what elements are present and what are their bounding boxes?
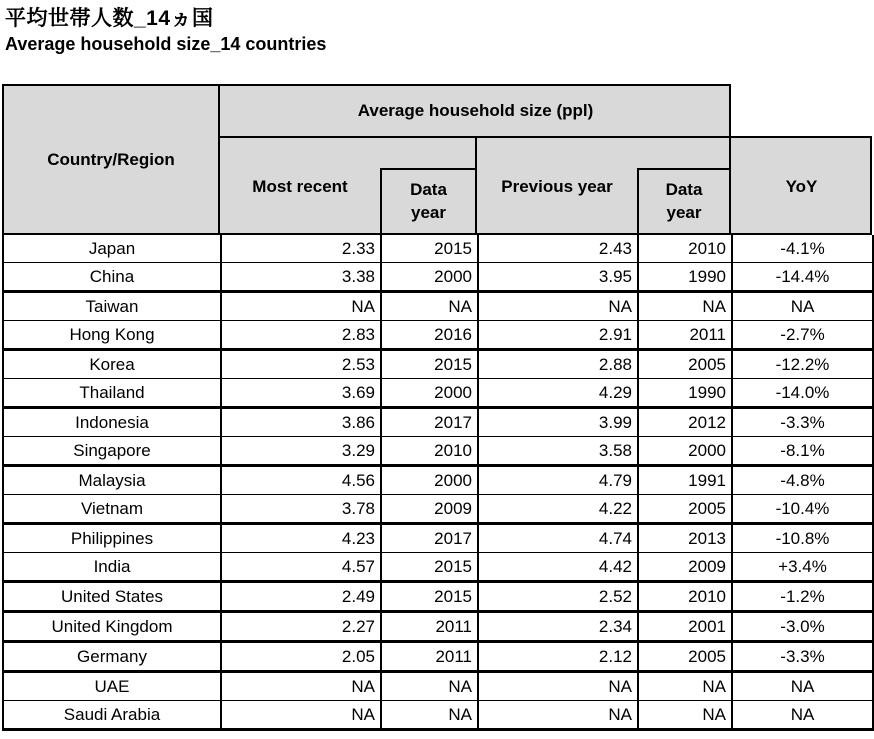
cell-most-recent: 2.53 <box>221 350 381 379</box>
cell-yoy: -4.1% <box>732 235 873 263</box>
cell-yoy: NA <box>732 701 873 730</box>
table-row <box>3 495 873 524</box>
header-country-region: Country/Region <box>2 84 220 235</box>
cell-previous-year: 2.52 <box>478 582 638 612</box>
grid-line <box>2 84 4 235</box>
cell-data-year: 2010 <box>381 437 478 466</box>
table-body-grid <box>2 235 874 731</box>
grid-line <box>218 136 872 138</box>
cell-previous-year: 4.22 <box>478 495 638 524</box>
cell-country: Germany <box>3 642 221 672</box>
table-row <box>3 701 873 730</box>
table-row <box>3 408 873 437</box>
cell-most-recent: 3.69 <box>221 379 381 408</box>
grid-line <box>2 84 731 86</box>
cell-yoy: -10.4% <box>732 495 873 524</box>
cell-previous-year: 2.34 <box>478 612 638 642</box>
table-row <box>3 350 873 379</box>
cell-data-year: NA <box>381 701 478 730</box>
cell-country: Japan <box>3 235 221 263</box>
header-yoy: YoY <box>731 138 872 235</box>
cell-data-year: NA <box>381 292 478 321</box>
cell-country: Philippines <box>3 524 221 553</box>
cell-most-recent: 4.56 <box>221 466 381 495</box>
header-previous-year: Previous year <box>501 176 613 196</box>
cell-previous-data-year: NA <box>638 701 732 730</box>
cell-previous-data-year: 2010 <box>638 235 732 263</box>
cell-yoy: -14.4% <box>732 263 873 292</box>
cell-previous-year: 4.29 <box>478 379 638 408</box>
cell-previous-year: NA <box>478 292 638 321</box>
cell-country: Malaysia <box>3 466 221 495</box>
cell-country: Taiwan <box>3 292 221 321</box>
header-data-year-1 <box>380 168 477 235</box>
table-row <box>3 263 873 292</box>
grid-line <box>870 136 872 235</box>
cell-previous-data-year: 1990 <box>638 379 732 408</box>
cell-yoy: -4.8% <box>732 466 873 495</box>
cell-yoy: -3.3% <box>732 408 873 437</box>
header-data-year-1-label: Data year <box>410 179 447 222</box>
cell-country: Korea <box>3 350 221 379</box>
cell-most-recent: 4.23 <box>221 524 381 553</box>
cell-data-year: 2009 <box>381 495 478 524</box>
table-row <box>3 292 873 321</box>
table-header <box>2 84 872 235</box>
cell-previous-year: NA <box>478 672 638 701</box>
page-title-english: Average household size_14 countries <box>5 34 327 54</box>
cell-previous-data-year: 2005 <box>638 350 732 379</box>
table-row <box>3 642 873 672</box>
cell-most-recent: 2.83 <box>221 321 381 350</box>
cell-country: United Kingdom <box>3 612 221 642</box>
cell-data-year: 2011 <box>381 612 478 642</box>
cell-previous-data-year: 2005 <box>638 495 732 524</box>
cell-data-year: 2015 <box>381 553 478 582</box>
header-data-year-2 <box>637 168 731 235</box>
table-row <box>3 524 873 553</box>
cell-most-recent: 3.38 <box>221 263 381 292</box>
cell-data-year: 2015 <box>381 582 478 612</box>
cell-previous-year: 4.79 <box>478 466 638 495</box>
cell-country: Singapore <box>3 437 221 466</box>
cell-data-year: 2017 <box>381 524 478 553</box>
table-row <box>3 582 873 612</box>
cell-previous-year: 4.74 <box>478 524 638 553</box>
cell-previous-data-year: 1991 <box>638 466 732 495</box>
cell-most-recent: NA <box>221 701 381 730</box>
cell-most-recent: 2.49 <box>221 582 381 612</box>
cell-country: China <box>3 263 221 292</box>
cell-previous-year: 2.88 <box>478 350 638 379</box>
cell-previous-year: NA <box>478 701 638 730</box>
cell-yoy: -10.8% <box>732 524 873 553</box>
table-row <box>3 612 873 642</box>
table-row <box>3 321 873 350</box>
cell-data-year: 2016 <box>381 321 478 350</box>
cell-previous-data-year: 1990 <box>638 263 732 292</box>
header-data-year-2-label: Data year <box>665 179 703 222</box>
grid-line <box>2 233 872 235</box>
cell-most-recent: 3.78 <box>221 495 381 524</box>
cell-yoy: NA <box>732 292 873 321</box>
cell-yoy: -3.3% <box>732 642 873 672</box>
cell-most-recent: 2.27 <box>221 612 381 642</box>
cell-yoy: -3.0% <box>732 612 873 642</box>
cell-previous-data-year: 2010 <box>638 582 732 612</box>
cell-previous-year: 2.12 <box>478 642 638 672</box>
table-row <box>3 672 873 701</box>
cell-most-recent: 2.33 <box>221 235 381 263</box>
cell-previous-data-year: 2011 <box>638 321 732 350</box>
table-row <box>3 466 873 495</box>
cell-country: UAE <box>3 672 221 701</box>
cell-yoy: -12.2% <box>732 350 873 379</box>
table-body <box>3 235 873 730</box>
cell-previous-year: 2.43 <box>478 235 638 263</box>
cell-country: Vietnam <box>3 495 221 524</box>
table-row <box>3 553 873 582</box>
cell-most-recent: 2.05 <box>221 642 381 672</box>
cell-data-year: 2015 <box>381 350 478 379</box>
grid-line <box>729 84 731 235</box>
household-size-table <box>2 84 872 731</box>
cell-previous-data-year: 2001 <box>638 612 732 642</box>
cell-yoy: -8.1% <box>732 437 873 466</box>
cell-previous-data-year: 2009 <box>638 553 732 582</box>
cell-most-recent: 3.29 <box>221 437 381 466</box>
cell-data-year: 2011 <box>381 642 478 672</box>
cell-previous-year: 4.42 <box>478 553 638 582</box>
grid-line <box>218 84 220 235</box>
header-average-household-size: Average household size (ppl) <box>220 84 731 138</box>
table-row <box>3 235 873 263</box>
cell-previous-year: 3.99 <box>478 408 638 437</box>
cell-country: Saudi Arabia <box>3 701 221 730</box>
cell-yoy: NA <box>732 672 873 701</box>
grid-line <box>475 136 477 235</box>
cell-most-recent: NA <box>221 672 381 701</box>
cell-data-year: 2000 <box>381 379 478 408</box>
table-row <box>3 379 873 408</box>
cell-country: Hong Kong <box>3 321 221 350</box>
table-row <box>3 437 873 466</box>
cell-country: Thailand <box>3 379 221 408</box>
cell-previous-data-year: 2000 <box>638 437 732 466</box>
cell-previous-year: 3.95 <box>478 263 638 292</box>
page-title-japanese: 平均世帯人数_14ヵ国 <box>5 7 214 30</box>
cell-yoy: +3.4% <box>732 553 873 582</box>
cell-previous-year: 2.91 <box>478 321 638 350</box>
cell-most-recent: NA <box>221 292 381 321</box>
cell-previous-data-year: NA <box>638 672 732 701</box>
cell-data-year: NA <box>381 672 478 701</box>
cell-yoy: -1.2% <box>732 582 873 612</box>
cell-data-year: 2000 <box>381 263 478 292</box>
cell-data-year: 2000 <box>381 466 478 495</box>
cell-previous-data-year: 2005 <box>638 642 732 672</box>
cell-previous-data-year: 2012 <box>638 408 732 437</box>
cell-previous-data-year: NA <box>638 292 732 321</box>
cell-country: India <box>3 553 221 582</box>
cell-previous-data-year: 2013 <box>638 524 732 553</box>
cell-yoy: -2.7% <box>732 321 873 350</box>
cell-data-year: 2015 <box>381 235 478 263</box>
cell-data-year: 2017 <box>381 408 478 437</box>
cell-country: United States <box>3 582 221 612</box>
cell-most-recent: 4.57 <box>221 553 381 582</box>
cell-previous-year: 3.58 <box>478 437 638 466</box>
cell-country: Indonesia <box>3 408 221 437</box>
cell-yoy: -14.0% <box>732 379 873 408</box>
cell-most-recent: 3.86 <box>221 408 381 437</box>
header-most-recent: Most recent <box>252 176 348 196</box>
